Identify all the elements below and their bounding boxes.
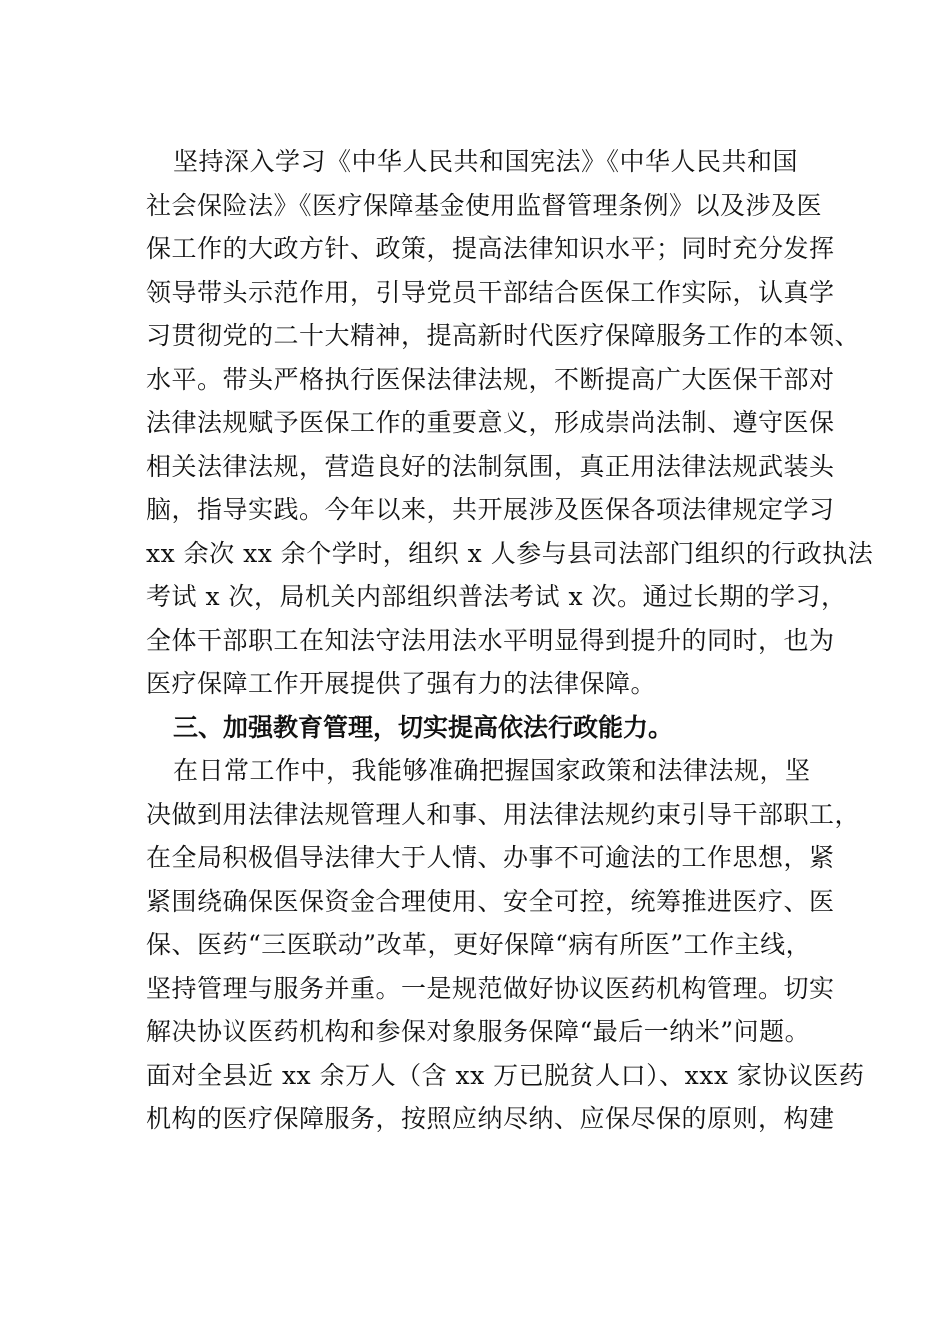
paragraph-line: 全体干部职工在知法守法用法水平明显得到提升的同时，也为	[146, 625, 835, 655]
paragraph-line: 领导带头示范作用，引导党员干部结合医保工作实际，认真学	[146, 277, 835, 307]
paragraph-line: 习贯彻党的二十大精神，提高新时代医疗保障服务工作的本领、	[146, 321, 861, 350]
paragraph-line: 在日常工作中，我能够准确把握国家政策和法律法规，坚	[173, 756, 811, 785]
paragraph-line: 保工作的大政方针、政策，提高法律知识水平；同时充分发挥	[146, 234, 835, 263]
paragraph-line: 社会保险法》《医疗保障基金使用监督管理条例》以及涉及医	[146, 190, 823, 220]
paragraph-line: 坚持深入学习《中华人民共和国宪法》《中华人民共和国	[173, 147, 799, 176]
paragraph-line: 考试 x 次，局机关内部组织普法考试 x 次。通过长期的学习，	[146, 582, 847, 611]
paragraph-line: 紧围绕确保医保资金合理使用、安全可控，统筹推进医疗、医	[146, 886, 835, 916]
paragraph-line: 解决协议医药机构和参保对象服务保障“最后一纳米”问题。	[146, 1017, 811, 1046]
paragraph-line: 水平。带头严格执行医保法律法规，不断提高广大医保干部对	[146, 364, 835, 394]
paragraph-line: 决做到用法律法规管理人和事、用法律法规约束引导干部职工，	[146, 799, 861, 829]
paragraph-line: xx 余次 xx 余个学时，组织 x 人参与县司法部门组织的行政执法	[146, 538, 874, 568]
document-body	[146, 140, 874, 1141]
paragraph-line: 在全局积极倡导法律大于人情、办事不可逾法的工作思想，紧	[146, 843, 835, 872]
paragraph-line: 机构的医疗保障服务，按照应纳尽纳、应保尽保的原则，构建	[146, 1104, 835, 1133]
section-heading: 三、加强教育管理，切实提高依法行政能力。	[173, 712, 674, 742]
paragraph-line: 相关法律法规，营造良好的法制氛围，真正用法律法规武装头	[146, 451, 835, 481]
paragraph-line: 医疗保障工作开展提供了强有力的法律保障。	[146, 669, 657, 698]
paragraph-line: 脑，指导实践。今年以来，共开展涉及医保各项法律规定学习	[146, 495, 835, 524]
paragraph-line: 保、医药“三医联动”改革，更好保障“病有所医”工作主线，	[146, 930, 812, 959]
paragraph-line: 面对全县近 xx 余万人（含 xx 万已脱贫人口）、xxx 家协议医药	[146, 1060, 865, 1090]
paragraph-line: 坚持管理与服务并重。一是规范做好协议医药机构管理。切实	[146, 973, 835, 1003]
paragraph-line: 法律法规赋予医保工作的重要意义，形成崇尚法制、遵守医保	[146, 408, 835, 437]
